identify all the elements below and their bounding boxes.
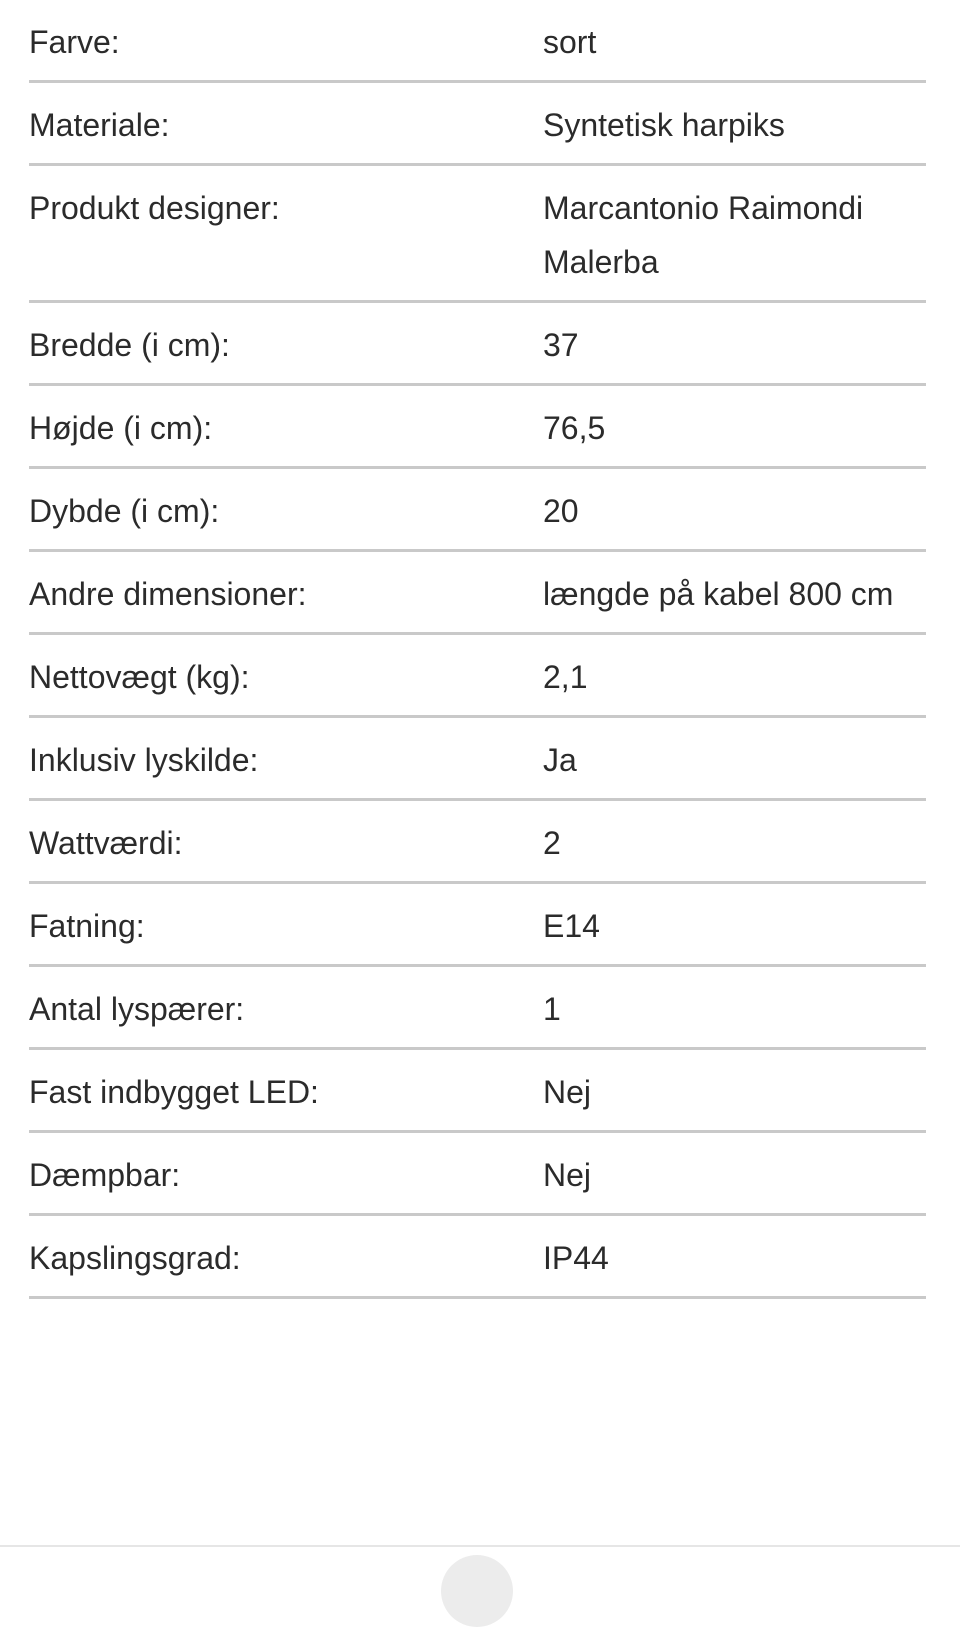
spec-value: 76,5 [543,410,606,446]
spec-row-bredde [29,303,926,386]
spec-row-produkt-designer [29,166,926,303]
spec-row-wattvaerdi [29,801,926,884]
spec-row-kapslingsgrad [29,1216,926,1299]
spec-row-materiale [29,83,926,166]
spec-label: Fatning: [29,908,145,944]
spec-label: Inklusiv lyskilde: [29,742,259,778]
spec-value: 2,1 [543,659,588,695]
product-spec-table [29,0,926,1299]
spec-value: 20 [543,493,579,529]
spec-row-fatning [29,884,926,967]
spec-value: Ja [543,742,577,778]
spec-row-dybde [29,469,926,552]
spec-value: Syntetisk harpiks [543,107,785,143]
spec-label: Materiale: [29,107,170,143]
spec-row-farve [29,0,926,83]
spec-row-inklusiv-lyskilde [29,718,926,801]
spec-label: Antal lyspærer: [29,991,245,1027]
spec-value: Nej [543,1157,592,1193]
spec-value: Marcantonio Raimondi Malerba [543,190,864,280]
spec-row-nettovaegt [29,635,926,718]
spec-row-daempbar [29,1133,926,1216]
spec-value: E14 [543,908,600,944]
spec-label: Wattværdi: [29,825,183,861]
spec-label: Fast indbygget LED: [29,1074,319,1110]
spec-value: IP44 [543,1240,609,1276]
spec-label: Dybde (i cm): [29,493,220,529]
spec-label: Farve: [29,24,120,60]
spec-label: Kapslingsgrad: [29,1240,241,1276]
spec-value: Nej [543,1074,592,1110]
spec-label: Bredde (i cm): [29,327,230,363]
spec-value: sort [543,24,597,60]
spec-row-hojde [29,386,926,469]
scroll-to-top-button[interactable] [441,1555,513,1627]
spec-value: 37 [543,327,579,363]
spec-value: længde på kabel 800 cm [543,576,894,612]
spec-row-fast-indbygget-led [29,1050,926,1133]
spec-value: 1 [543,991,561,1027]
bottom-divider [0,1545,960,1547]
spec-label: Højde (i cm): [29,410,213,446]
spec-value: 2 [543,825,561,861]
spec-label: Produkt designer: [29,190,280,226]
spec-label: Andre dimensioner: [29,576,307,612]
spec-row-antal-lyspaerer [29,967,926,1050]
spec-label: Dæmpbar: [29,1157,181,1193]
spec-row-andre-dimensioner [29,552,926,635]
spec-label: Nettovægt (kg): [29,659,250,695]
